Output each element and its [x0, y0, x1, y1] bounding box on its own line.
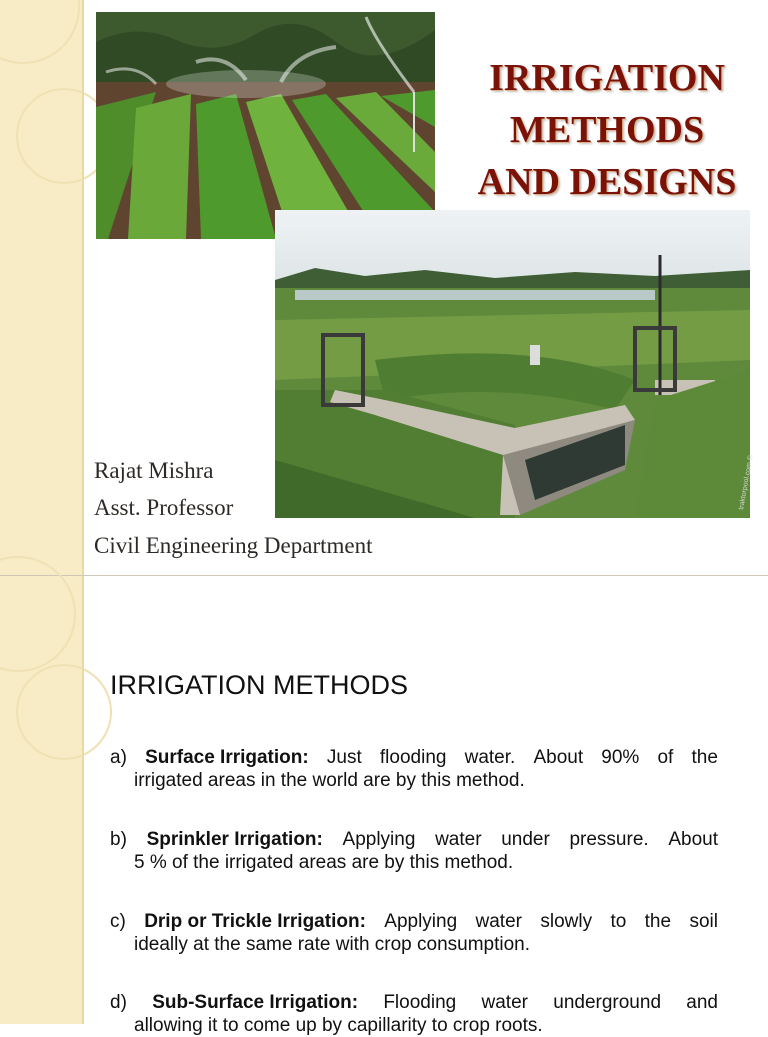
word: water.: [464, 747, 516, 768]
word: water: [481, 992, 528, 1013]
word: Just: [326, 747, 362, 768]
word: of: [657, 747, 674, 768]
method-item-drip: [110, 910, 718, 956]
word: water: [435, 829, 482, 850]
method-description: 5 % of the irrigated areas are by this method.: [134, 852, 514, 873]
word: under: [501, 829, 550, 850]
method-line: [110, 910, 718, 933]
author-name: Rajat Mishra: [94, 458, 214, 483]
method-term: Drip or Trickle Irrigation:: [144, 911, 366, 932]
word: the: [691, 747, 718, 768]
decorative-side-band: [0, 576, 84, 1024]
method-marker: a): [110, 747, 127, 768]
word: Applying: [384, 911, 458, 932]
word: soil: [689, 911, 718, 932]
word: underground: [553, 992, 662, 1013]
method-marker: b): [110, 829, 127, 850]
decorative-side-band: [0, 0, 84, 576]
method-description: allowing it to come up by capillarity to crop roots.: [134, 1015, 543, 1036]
slide-title-text: [452, 52, 762, 208]
word: to: [610, 911, 627, 932]
method-line: [110, 828, 718, 851]
method-term: Sprinkler Irrigation:: [146, 829, 323, 850]
method-line: [110, 991, 718, 1014]
slide-irrigation-methods: [0, 576, 768, 1036]
word: Applying: [342, 829, 416, 850]
word: About: [668, 829, 718, 850]
word: Flooding: [383, 992, 457, 1013]
method-marker: c): [110, 911, 126, 932]
author-department: Civil Engineering Department: [94, 533, 373, 558]
word: pressure.: [569, 829, 649, 850]
method-item-sprinkler: [110, 828, 718, 874]
title-line: AND DESIGNS: [477, 161, 737, 203]
photo-watermark: traktorpool.com ©: [738, 454, 755, 511]
word: flooding: [379, 747, 447, 768]
decorative-ring: [0, 0, 80, 64]
irrigation-canal-photo: [275, 210, 755, 518]
word: water: [475, 911, 522, 932]
method-description: ideally at the same rate with crop consumption.: [134, 934, 531, 955]
author-position: Asst. Professor: [94, 495, 234, 520]
method-marker: d): [110, 992, 127, 1013]
title-line: IRRIGATION: [489, 57, 725, 99]
method-item-subsurface: [110, 991, 718, 1037]
title-line: METHODS: [509, 109, 705, 151]
word: slowly: [540, 911, 593, 932]
method-term: Sub-Surface Irrigation:: [152, 992, 359, 1013]
method-line: [110, 746, 718, 769]
word: About: [533, 747, 584, 768]
section-heading: IRRIGATION METHODS: [110, 670, 409, 700]
method-item-surface: [110, 746, 718, 792]
method-description: irrigated areas in the world are by this method.: [134, 770, 525, 791]
word: the: [644, 911, 672, 932]
word: and: [686, 992, 718, 1013]
word: 90%: [601, 747, 640, 768]
method-term: Surface Irrigation:: [145, 747, 309, 768]
decorative-ring: [16, 664, 112, 760]
sprinkler-field-photo: [96, 12, 435, 239]
